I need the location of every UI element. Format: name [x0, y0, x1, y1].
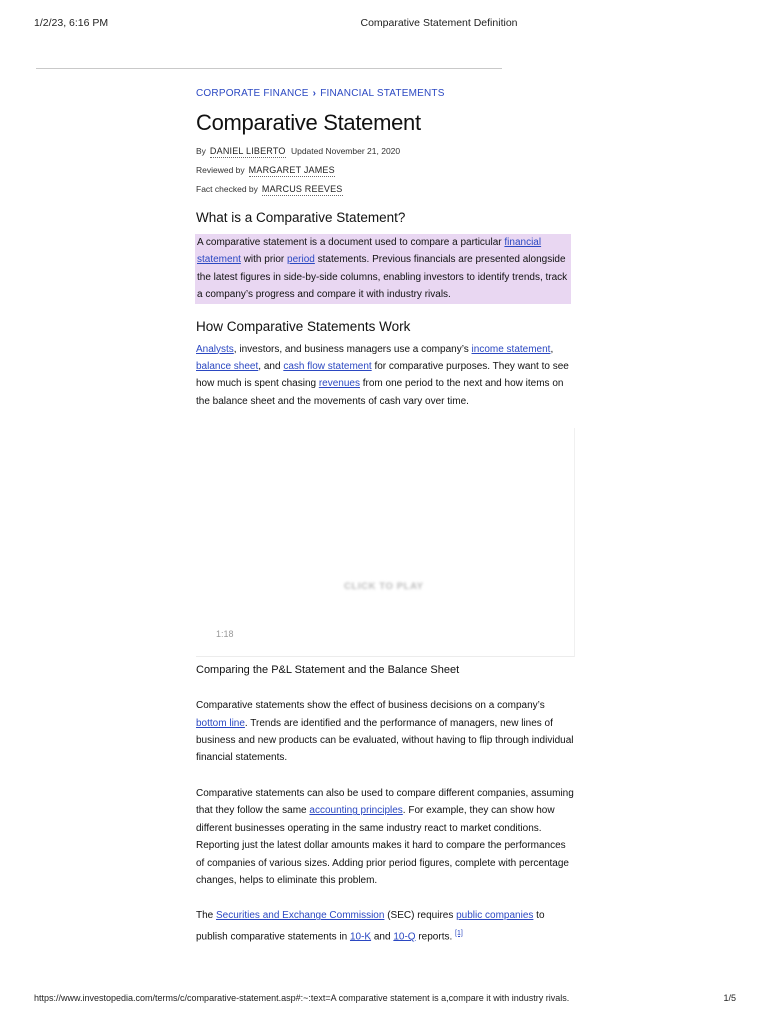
reviewer-link[interactable]: MARGARET JAMES: [248, 165, 335, 175]
text: with prior: [240, 254, 288, 266]
reviewed-label: Reviewed by: [196, 165, 245, 175]
link-balance-sheet[interactable]: balance sheet: [196, 361, 259, 373]
text: (SEC) requires: [384, 910, 457, 922]
video-duration: 1:18: [216, 629, 234, 640]
text: , and: [258, 361, 284, 373]
link-financial-statement[interactable]: financial statement: [197, 237, 542, 266]
print-page-number: 1/5: [723, 993, 736, 1003]
article: [196, 86, 574, 945]
text: The: [196, 910, 217, 922]
section-heading-definition: What is a Comparative Statement?: [196, 210, 406, 225]
how-it-works-paragraph: [196, 341, 574, 411]
byline: [196, 142, 574, 199]
link-bottom-line[interactable]: bottom line: [196, 717, 245, 729]
link-sec[interactable]: Securities and Exchange Commission: [216, 910, 385, 922]
link-accounting-principles[interactable]: accounting principles: [309, 805, 403, 817]
text: , investors, and business managers use a company’s: [233, 343, 472, 355]
byline-author-row: [196, 142, 574, 161]
paragraph-sec: [196, 907, 574, 945]
paragraph-compare-companies: [196, 785, 574, 889]
text: A comparative statement is a document used to compare a particular: [197, 237, 505, 248]
breadcrumb-financial-statements[interactable]: FINANCIAL STATEMENTS: [320, 88, 445, 99]
link-cash-flow-statement[interactable]: cash flow statement: [283, 361, 372, 373]
video-caption: Comparing the P&L Statement and the Balance Sheet: [196, 664, 460, 677]
video-player[interactable]: [196, 428, 575, 657]
link-revenues[interactable]: revenues: [318, 378, 360, 390]
updated-date: Updated November 21, 2020: [290, 146, 401, 156]
text: . For example, they can show how different businesses operating in the same industry react to market conditions. Reporting just the latest dollar amounts makes it hard to compare the performances of companies of various sizes. Adding prior period figures, complete with percentage changes, helps to eliminate this problem.: [196, 805, 569, 886]
link-10-q[interactable]: 10-Q: [393, 931, 416, 943]
link-10-k[interactable]: 10-K: [349, 931, 372, 943]
section-heading-how-it-works: How Comparative Statements Work: [196, 318, 411, 334]
text: from one period to the next and how items on the balance sheet and the movements of cash vary over time.: [196, 378, 564, 407]
text: for comparative purposes. They want to see how much is spent chasing: [196, 361, 569, 390]
page-title: Comparative Statement: [196, 110, 421, 135]
link-public-companies[interactable]: public companies: [456, 910, 534, 922]
byline-factcheck-row: [196, 180, 574, 199]
link-analysts[interactable]: Analysts: [196, 343, 234, 355]
definition-paragraph: [195, 234, 571, 304]
fact-checked-label: Fact checked by: [196, 184, 258, 194]
text: . Trends are identified and the performance of managers, new lines of business and new products can be evaluated, without having to flip through individual financial statements.: [196, 717, 574, 764]
breadcrumb-separator: ›: [312, 88, 317, 99]
print-page-title: Comparative Statement Definition: [360, 17, 518, 29]
author-link[interactable]: DANIEL LIBERTO: [209, 146, 286, 156]
text: Comparative statements can also be used to compare different companies, assuming that they follow the same: [196, 787, 574, 817]
text: reports.: [415, 931, 456, 943]
text: and: [371, 931, 394, 943]
link-income-statement[interactable]: income statement: [471, 343, 551, 355]
print-datetime: 1/2/23, 6:16 PM: [34, 17, 109, 29]
header-divider: [36, 68, 502, 69]
print-url: https://www.investopedia.com/terms/c/comparative-statement.asp#:~:text=A comparative statement is a,compare it with industry rivals.: [34, 993, 570, 1003]
paragraph-bottom-line: [196, 697, 574, 767]
text: statements. Previous financials are presented alongside the latest figures in side-by-side columns, enabling investors to identify trends, track a company’s progress and compare it with industry rivals.: [197, 254, 568, 301]
link-period[interactable]: period: [287, 254, 315, 266]
by-label: By: [196, 146, 206, 156]
footnote-link[interactable]: [1]: [455, 929, 463, 937]
text: to publish comparative statements in: [196, 910, 545, 943]
fact-checker-link[interactable]: MARCUS REEVES: [261, 184, 343, 194]
breadcrumb: [196, 86, 574, 102]
breadcrumb-corporate-finance[interactable]: CORPORATE FINANCE: [196, 88, 309, 99]
click-to-play-button[interactable]: CLICK TO PLAY: [344, 581, 424, 593]
text: ,: [550, 343, 554, 355]
text: Comparative statements show the effect of business decisions on a company’s: [196, 700, 545, 712]
byline-reviewer-row: [196, 161, 574, 180]
print-header: [0, 17, 768, 33]
